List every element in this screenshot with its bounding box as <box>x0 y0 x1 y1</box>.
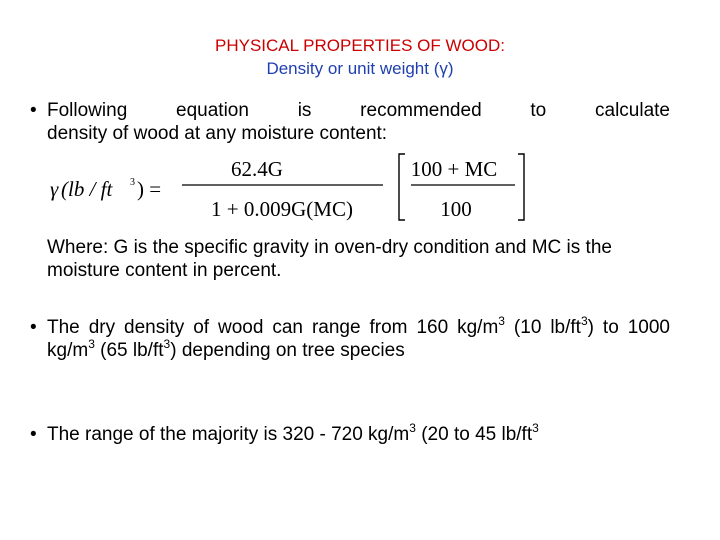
text-part: The dry density of wood can range from 160 kg/m <box>47 317 499 338</box>
formula-frac1-denominator: 1 + 0.009G(MC) <box>211 197 353 221</box>
formula-frac2-numerator: 100 + MC <box>410 157 498 181</box>
formula-lhs-close: ) = <box>137 177 162 201</box>
bullet-icon: • <box>30 424 37 445</box>
superscript: 3 <box>409 420 416 435</box>
formula-frac2-denominator: 100 <box>440 197 472 221</box>
text-part: ) depending on tree species <box>170 340 405 361</box>
superscript: 3 <box>532 420 539 435</box>
text-part: (20 to 45 lb/ft <box>415 424 533 445</box>
bullet-icon: • <box>30 100 37 121</box>
formula-lhs-units: (lb / ft <box>61 177 113 201</box>
where-explanation: Where: G is the specific gravity in oven-dry condition and MC is the moisture content in percent. <box>47 237 612 281</box>
superscript: 3 <box>580 313 588 328</box>
density-formula <box>45 152 535 224</box>
superscript: 3 <box>498 313 505 328</box>
superscript: 3 <box>163 336 171 351</box>
superscript: 3 <box>88 336 95 351</box>
bullet-dry-density <box>30 313 671 362</box>
text-part: (65 lb/ft <box>94 340 164 361</box>
bullet-text-line1: Following equation is recommended to calculate <box>47 100 670 121</box>
gamma-symbol: γ <box>439 59 448 78</box>
bullet-icon: • <box>30 317 37 338</box>
subtitle-text: Density or unit weight ( <box>266 59 440 78</box>
text-part: The range of the majority is 320 - 720 kg/m <box>47 424 410 445</box>
formula-frac1-numerator: 62.4G <box>231 157 283 181</box>
subtitle-close: ) <box>447 59 454 78</box>
slide-title: PHYSICAL PROPERTIES OF WOOD: <box>215 36 505 55</box>
bullet-majority-range <box>30 420 670 446</box>
bullet-text <box>30 420 670 446</box>
bullet-text <box>30 313 671 362</box>
formula-left-bracket <box>399 154 405 220</box>
formula-right-bracket <box>518 154 524 220</box>
slide-subtitle <box>0 58 720 80</box>
bullet-equation-intro <box>30 99 670 145</box>
text-part: (10 lb/ft <box>504 317 581 338</box>
formula-lhs-exponent: 3 <box>130 177 135 188</box>
text-part: ) to 1000 kg/m <box>47 317 671 361</box>
bullet-text-line2: density of wood at any moisture content: <box>47 123 388 144</box>
formula-gamma: γ <box>50 177 59 201</box>
